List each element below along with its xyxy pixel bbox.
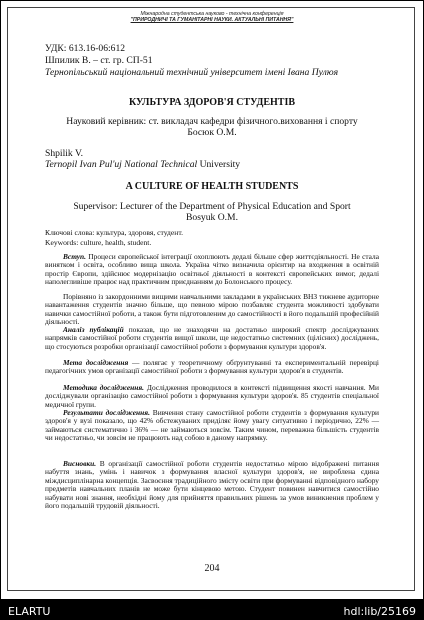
title-en: A CULTURE OF HEALTH STUDENTS — [125, 181, 299, 192]
supervisor-en-line1: Supervisor: Lecturer of the Department of Physical Education and Sport — [73, 201, 351, 212]
conference-header-line2: "ПРИРОДНИЧІ ТА ГУМАНІТАРНІ НАУКИ. АКТУАЛЬНІ ПИТАННЯ" — [130, 17, 294, 23]
affiliation-en — [1, 159, 423, 170]
paragraph-intro-text: Процеси європейської інтеграції охоплюють дедалі більше сфер життєдіяльності. Не стала винятком і освіта, особливо вища школа. Україна чітко визначила орієнтир на входження в освітній простір Європи, здійснює модернізацію освітньої діяльності в контексті європейських вимог, дедалі наполегливіше працює над практичним приєднанням до Болонського процесу. — [45, 252, 379, 287]
page-number: 204 — [204, 563, 220, 574]
paragraph-conclusions-text: В організації самостійної роботи студентів недостатньо мірою відображені питання набуття знань, умінь і навичок з формування власної культури здоров'я, не вироблена єдина міждисциплінарна концепція. Засвоєння традиційного змісту освіти при формуванні відповідного набору предметів навчальних планів не може бути кінцевою метою. Студент повинен навчитися самостійно набувати нові знання, необхідні йому для прийняття правильних рішень за умов виникнення проблем у його подальшій трудовій діяльності. — [45, 459, 379, 511]
document-page — [1, 1, 423, 599]
paragraph-results-text: Вивчення стану самостійної роботи студентів з формування культури здоров'я у вузі показало, що 42% обстежуваних приділяє йому увагу ситуативно і періодично, 22% — займаються систематично і 36% — не займаються зовсім. Таким чином, переважна більшість студентів чи недостатньо, чи зовсім не працюють над собою в даному напрямку. — [45, 408, 379, 443]
supervisor-ua-line2: Босюк О.М. — [187, 127, 237, 138]
author-en: Shpilik V. — [45, 148, 84, 159]
paragraph-goal — [45, 359, 379, 376]
paragraph-conclusions-label: Висновки. — [63, 459, 97, 468]
keywords-ua: Ключові слова: культура, здоровя, студент. — [45, 228, 183, 237]
paragraph-method-text: Дослідження проводилося в контексті підвищення якості навчання. Ми досліджували організацію самостійної роботи з формування культури здоров'я. 85 студентів спеціальної медичної групи. — [45, 383, 380, 409]
paragraph-goal-label: Мета дослідження — [63, 358, 129, 367]
author-ua: Шпилик В. – ст. гр. СП-51 — [45, 55, 153, 66]
affiliation-en-rest: University — [197, 159, 241, 170]
paragraph-conclusions — [45, 460, 379, 510]
conference-header-line1: Міжнародна студентська науково - технічна конференція — [140, 11, 284, 17]
udk-code: УДК: 613.16-06:612 — [45, 43, 126, 54]
footer-bar — [0, 600, 424, 620]
supervisor-ua-line1: Науковий керівник: ст. викладач кафедри фізичного.виховання і спорту — [66, 116, 358, 127]
paragraph-intro — [45, 253, 379, 287]
repository-name: ELARTU — [8, 605, 51, 618]
paragraph-analysis-label: Аналіз публікацій — [63, 325, 124, 334]
handle-id: hdl:lib/25169 — [343, 605, 416, 618]
paragraph-goal-text: — полягає у теоретичному обґрунтуванні та експериментальній перевірці педагогічних умов організації самостійної роботи з формування культури здоров'я в студентів. — [45, 358, 379, 376]
paragraph-intro-label: Вступ. — [63, 252, 87, 261]
paragraph-method-label: Методика дослідження. — [63, 383, 145, 392]
paragraph-results — [45, 409, 379, 443]
title-ua: КУЛЬТУРА ЗДОРОВ'Я СТУДЕНТІВ — [128, 97, 296, 108]
affiliation-ua: Тернопільський національний технічний університет імені Івана Пулюя — [45, 67, 339, 78]
keywords-en: Keywords: culture, health, student. — [45, 238, 152, 247]
paragraph-comparison: Порівняно із закордонними вищими навчальними закладами в українських ВНЗ тижневе аудиторне навантаження студентів значно більше, що певною мірою позбавляє студента можливості здобувати навички самостійної роботи, а також бути підготовленим до самостійності в його подальшій професійній діяльності. — [45, 292, 379, 327]
supervisor-en-line2: Bosyuk O.M. — [186, 212, 238, 223]
paragraph-method — [45, 384, 379, 409]
affiliation-en-italic: Ternopil Ivan Pul'uj National Technical — [45, 159, 198, 170]
paragraph-analysis — [45, 326, 379, 351]
paragraph-analysis-text: показав, що не знаходячи на достатньо широкий спектр досліджуваних напрямків самостійної роботи студентів вищої школи, ще недостатньо системних (цілісних) досліджень, що стосуються розробки організації самостійної роботи з формування культури здоров'я. — [45, 325, 380, 351]
paragraph-results-label: Результати дослідження. — [63, 408, 150, 417]
